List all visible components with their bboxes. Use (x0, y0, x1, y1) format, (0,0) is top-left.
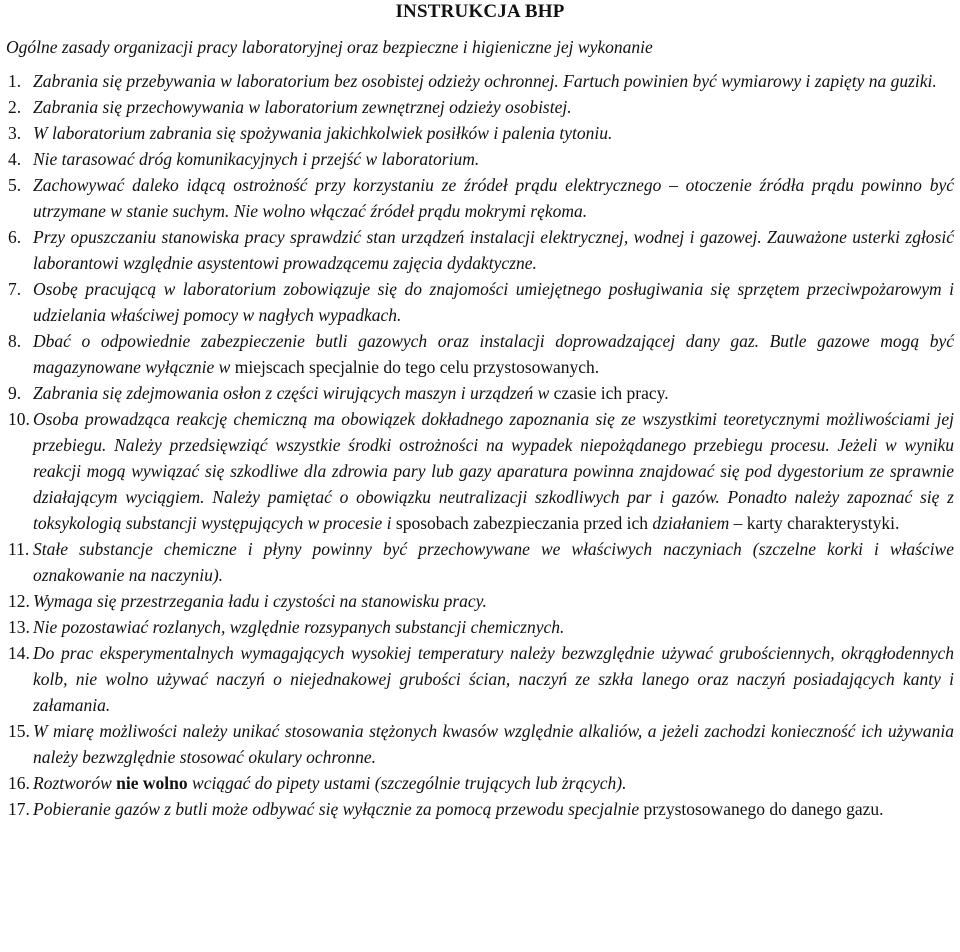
rule-text-segment: przystosowanego do danego gazu. (643, 799, 884, 819)
rule-number: 15. (8, 721, 30, 741)
rule-number: 17. (8, 799, 30, 819)
rule-text (33, 799, 884, 819)
rule-text (33, 71, 937, 91)
rule-text-segment: Do prac eksperymentalnych wymagających wysokiej temperatury należy bezwzględnie używać grubościennych, okrągłodennych kolb, nie wolno używać naczyń o niejednakowej grubości ścian, naczyń ze szkła lanego oraz naczyń posiadających kanty i załamania. (33, 643, 954, 715)
rule-item (6, 718, 954, 770)
rule-number: 4. (8, 149, 22, 169)
rule-item (6, 328, 954, 380)
rule-text-segment: W laboratorium zabrania się spożywania jakichkolwiek posiłków i palenia tytoniu. (33, 123, 613, 143)
rule-number: 8. (8, 331, 22, 351)
rule-number: 3. (8, 123, 22, 143)
rule-text (33, 175, 954, 221)
rule-item (6, 588, 954, 614)
rule-text-segment: Dbać o odpowiednie zabezpieczenie butli gazowych oraz instalacji doprowadzającej dany gaz. Butle gazowe mogą być magazynowane wyłącznie w (33, 331, 954, 377)
rule-text (33, 227, 954, 273)
rule-item (6, 172, 954, 224)
rule-number: 11. (8, 539, 30, 559)
rule-text (33, 591, 487, 611)
rule-item (6, 120, 954, 146)
rule-item (6, 770, 954, 796)
rule-text (33, 617, 564, 637)
rule-item (6, 146, 954, 172)
rule-text (33, 123, 612, 143)
rule-item (6, 406, 954, 536)
document-subtitle: Ogólne zasady organizacji pracy laboratoryjnej oraz bezpieczne i higieniczne jej wykonanie (6, 37, 653, 57)
rule-text (33, 383, 669, 403)
rule-item (6, 94, 954, 120)
rule-number: 2. (8, 97, 22, 117)
rule-item (6, 224, 954, 276)
rule-text-segment: karty charakterystyki. (746, 513, 900, 533)
rule-item (6, 276, 954, 328)
rule-item (6, 640, 954, 718)
rule-text-segment: działaniem – (652, 513, 747, 533)
rule-text-segment: Nie tarasować dróg komunikacyjnych i przejść w laboratorium. (33, 149, 480, 169)
rule-number: 6. (8, 227, 22, 247)
rule-text-segment: W miarę możliwości należy unikać stosowania stężonych kwasów względnie alkaliów, a jeżeli zachodzi konieczność ich używania należy bezwzględnie stosować okulary ochronne. (33, 721, 954, 767)
rule-text-segment: sposobach zabezpieczania przed ich (395, 513, 653, 533)
rule-text-segment: miejscach specjalnie do tego celu przystosowanych. (234, 357, 600, 377)
rule-text (33, 643, 954, 715)
rule-item (6, 614, 954, 640)
rule-text (33, 721, 954, 767)
rule-number: 7. (8, 279, 22, 299)
document-title: INSTRUKCJA BHP (395, 1, 565, 22)
rule-text-segment: Pobieranie gazów z butli może odbywać się wyłącznie za pomocą przewodu specjalnie (33, 799, 644, 819)
rule-item (6, 68, 954, 94)
rule-number: 1. (8, 71, 22, 91)
rule-number: 12. (8, 591, 30, 611)
rule-number: 16. (8, 773, 30, 793)
rule-text (33, 539, 954, 585)
rule-text-segment: Zachowywać daleko idącą ostrożność przy korzystaniu ze źródeł prądu elektrycznego – otoczenie źródła prądu powinno być utrzymane w stanie suchym. Nie wolno włączać źródeł prądu mokrymi rękoma. (33, 175, 954, 221)
rule-text-segment: Przy opuszczaniu stanowiska pracy sprawdzić stan urządzeń instalacji elektrycznej, wodnej i gazowej. Zauważone usterki zgłosić laborantowi względnie asystentowi prowadzącemu zajęcia dydaktyczne. (33, 227, 954, 273)
rule-number: 5. (8, 175, 22, 195)
rule-text-segment: Osobę pracującą w laboratorium zobowiązuje się do znajomości umiejętnego posługiwania się sprzętem przeciwpożarowym i udzielania właściwej pomocy w nagłych wypadkach. (33, 279, 954, 325)
rule-text-segment: Wymaga się przestrzegania ładu i czystości na stanowisku pracy. (33, 591, 487, 611)
rule-text-segment: Zabrania się zdejmowania osłon z części wirujących maszyn i urządzeń w (33, 383, 554, 403)
rule-text-segment: nie wolno (116, 773, 188, 793)
rule-number: 14. (8, 643, 30, 663)
rule-text-segment: Roztworów (33, 773, 117, 793)
rule-number: 13. (8, 617, 30, 637)
rule-text (33, 409, 954, 533)
rule-text (33, 773, 627, 793)
rules-list (6, 68, 954, 822)
rule-text (33, 149, 479, 169)
rule-text-segment: wciągać do pipety ustami (szczególnie trujących lub żrących). (187, 773, 627, 793)
rule-item (6, 536, 954, 588)
rule-text-segment: Zabrania się przebywania w laboratorium bez osobistej odzieży ochronnej. Fartuch powinien być wymiarowy i zapięty na guziki. (33, 71, 937, 91)
rule-text-segment: czasie ich pracy. (553, 383, 669, 403)
rule-text (33, 97, 572, 117)
rule-item (6, 796, 954, 822)
rule-number: 10. (8, 409, 30, 429)
rule-item (6, 380, 954, 406)
rule-text-segment: Osoba prowadząca reakcję chemiczną ma obowiązek dokładnego zapoznania się ze wszystkimi teoretycznymi możliwościami jej przebiegu. Należy przedsięwziąć wszystkie środki ostrożności na wypadek niepożądanego przebiegu procesu. Jeżeli w wyniku reakcji mogą wywiązać się szkodliwe dla zdrowia pary lub gazy aparatura powinna znajdować się pod dygestorium ze sprawnie działającym wyciągiem. Należy pamiętać o obowiązku neutralizacji szkodliwych par i gazów. Ponadto należy zapoznać się z toksykologią substancji występujących w procesie i (33, 409, 954, 533)
rule-text-segment: Stałe substancje chemiczne i płyny powinny być przechowywane we właściwych naczyniach (szczelne korki i właściwe oznakowanie na naczyniu). (33, 539, 954, 585)
rule-text (33, 279, 954, 325)
rule-text-segment: Nie pozostawiać rozlanych, względnie rozsypanych substancji chemicznych. (33, 617, 565, 637)
rule-number: 9. (8, 383, 22, 403)
rule-text (33, 331, 954, 377)
rule-text-segment: Zabrania się przechowywania w laboratorium zewnętrznej odzieży osobistej. (33, 97, 572, 117)
